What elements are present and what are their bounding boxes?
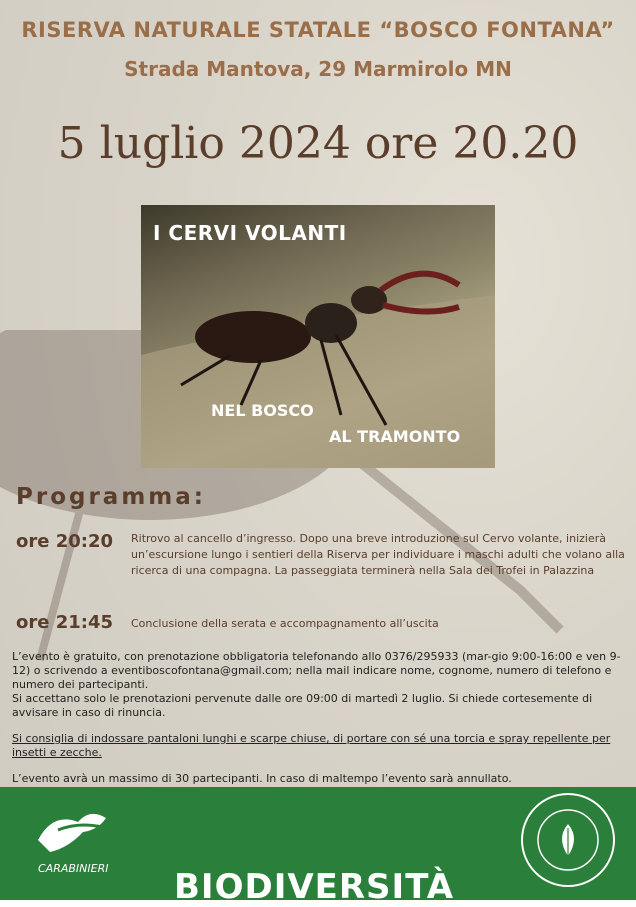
advice-text: Si consiglia di indossare pantaloni lunghi e scarpe chiuse, di portare con sé una torcia e spray repellente per insetti e zecche. — [12, 732, 611, 759]
carabinieri-logo — [28, 800, 138, 890]
programma-title: Programma: — [16, 484, 206, 510]
carabinieri-logo-text: CARABINIERI — [38, 862, 109, 875]
program-text: Ritrovo al cancello d’ingresso. Dopo una breve introduzione sul Cervo volante, inizierà un’escursione lungo i sentieri della Riserva per individuare i maschi adulti che volano alla ricerca di una compagna. La passeggiata terminerà nella Sala dei Trofei in Palazzina — [131, 532, 625, 577]
program-time: ore 20:20 — [16, 531, 114, 552]
program-time: ore 21:45 — [16, 612, 114, 633]
booking-info — [12, 650, 624, 720]
booking-text: L’evento è gratuito, con prenotazione obbligatoria telefonando allo 0376/295933 (mar-gio 9:00-16:00 e ven 9-12) o scrivendo a eventiboscofontana@gmail.com; nella mail indicare nome, cognome, numero di telefono e numero dei partecipanti. — [12, 650, 621, 691]
biodiversita-brand: BIODIVERSITÀ — [174, 867, 455, 907]
booking-timing-text: Si accettano solo le prenotazioni pervenute dalle ore 09:00 di martedì 2 luglio. Si chiede cortesemente di avvisare in caso di rinuncia. — [12, 692, 593, 719]
venue-address: Strada Mantova, 29 Marmirolo MN — [124, 57, 512, 81]
photo-subtitle-1: NEL BOSCO — [211, 401, 314, 420]
participant-limit-text: L’evento avrà un massimo di 30 partecipanti. In caso di maltempo l’evento sarà annullato. — [12, 772, 512, 785]
stag-beetle-photo — [141, 205, 495, 468]
program-text: Conclusione della serata e accompagnamento all’uscita — [131, 617, 439, 630]
photo-subtitle-2: AL TRAMONTO — [329, 427, 461, 446]
venue-title: RISERVA NATURALE STATALE “BOSCO FONTANA” — [21, 18, 615, 42]
photo-title: I CERVI VOLANTI — [153, 221, 347, 245]
event-date: 5 luglio 2024 ore 20.20 — [57, 118, 579, 169]
raggruppamento-biodiversita-logo — [518, 790, 618, 890]
